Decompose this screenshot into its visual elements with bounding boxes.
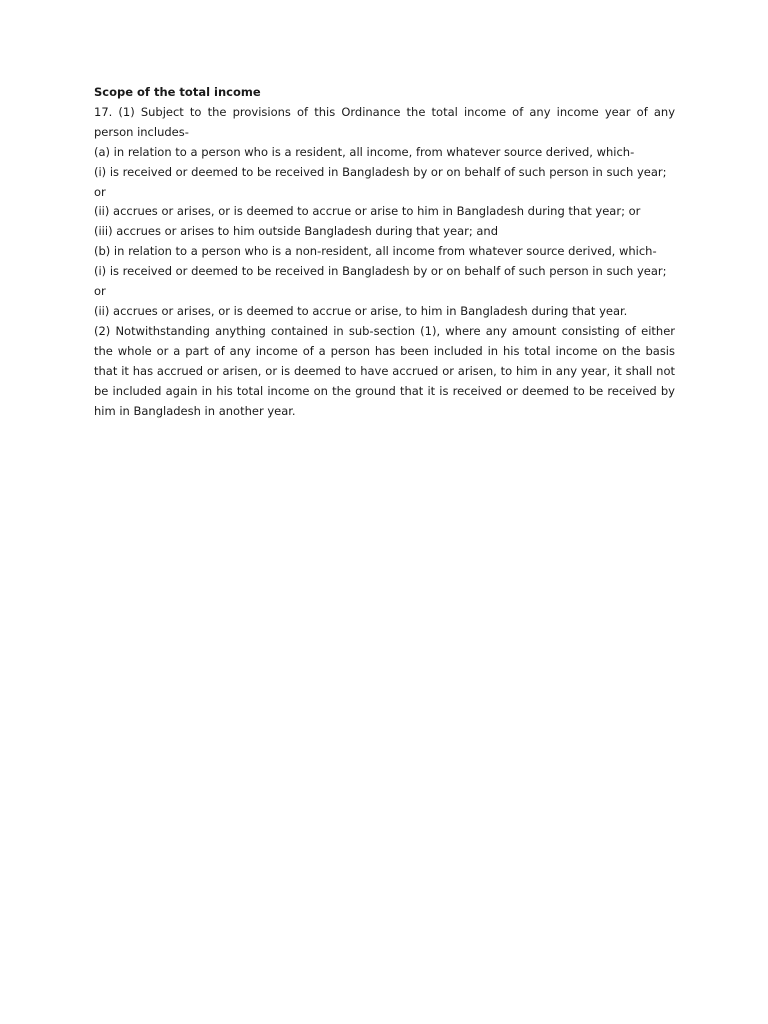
document-body: [94, 83, 675, 421]
paragraph: (b) in relation to a person who is a non-resident, all income from whatever source derived, which-: [94, 244, 657, 259]
paragraph: (2) Notwithstanding anything contained in sub-section (1), where any amount consisting of either the whole or a part of any income of a person has been included in his total income on the basis that it has accrued or arisen, or is deemed to have accrued or arisen, to him in any year, it shall not be included again in his total income on the ground that it is received or deemed to be received by him in Bangladesh in another year.: [94, 323, 675, 418]
paragraph: (ii) accrues or arises, or is deemed to accrue or arise to him in Bangladesh during that year; or: [94, 204, 641, 219]
paragraph: (a) in relation to a person who is a resident, all income, from whatever source derived, which-: [94, 144, 635, 159]
paragraph: (iii) accrues or arises to him outside Bangladesh during that year; and: [94, 224, 499, 239]
paragraph-list: [94, 103, 675, 422]
section-heading: Scope of the total income: [94, 85, 261, 99]
paragraph: 17. (1) Subject to the provisions of this Ordinance the total income of any income year of any person includes-: [94, 104, 675, 139]
paragraph: (i) is received or deemed to be received in Bangladesh by or on behalf of such person in such year; or: [94, 264, 667, 299]
paragraph: (ii) accrues or arises, or is deemed to accrue or arise, to him in Bangladesh during that year.: [94, 303, 628, 318]
paragraph: (i) is received or deemed to be received in Bangladesh by or on behalf of such person in such year; or: [94, 164, 667, 199]
